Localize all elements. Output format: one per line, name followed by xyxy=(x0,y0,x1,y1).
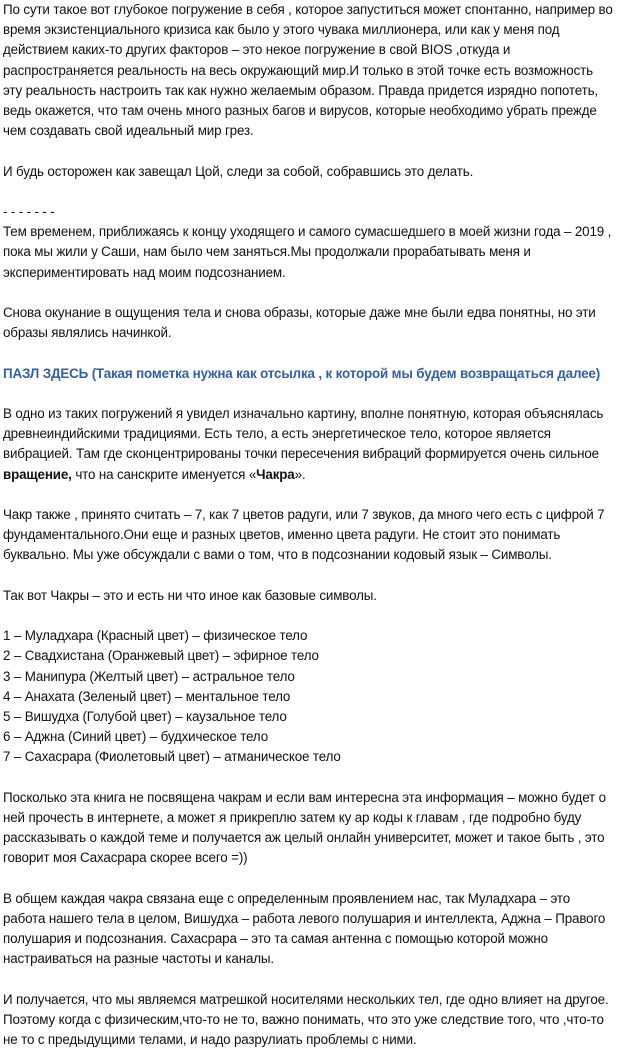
paragraph-chakra-intro xyxy=(3,404,615,485)
list-item: 1 – Муладхара (Красный цвет) – физическое тело xyxy=(3,628,308,644)
list-item: 5 – Вишудха (Голубой цвет) – каузальное тело xyxy=(3,708,287,724)
paragraph-matryoshka: И получается, что мы являемся матрешкой носителями нескольких тел, где одно влияет на другое. Поэтому когда с физическим,что-то не то, важно понимать, что это уже следствие того, что ,что-то не то с предыдущими телами, и надо разрулиать проблемы с ними. xyxy=(3,991,609,1048)
list-item: 3 – Манипура (Желтый цвет) – астральное тело xyxy=(3,668,295,684)
puzzle-heading: ПАЗЛ ЗДЕСЬ (Такая пометка нужна как отсылка , к которой мы будем возвращаться далее) xyxy=(3,365,601,381)
list-item: 4 – Анахата (Зеленый цвет) – ментальное тело xyxy=(3,688,291,704)
chakra-intro-text-b: что на санскрите именуется « xyxy=(71,466,257,482)
paragraph-base-symbols: Так вот Чакры – это и есть ни что иное как базовые символы. xyxy=(3,587,377,603)
paragraph-immersion: Снова окунание в ощущения тела и снова образы, которые даже мне были едва понятны, но эти образы являлись начинкой. xyxy=(3,305,596,341)
chakra-bold: Чакра xyxy=(256,466,295,482)
list-item: 7 – Сахасрара (Фиолетовый цвет) – атманическое тело xyxy=(3,749,341,765)
paragraph-2019: Тем временем, приближаясь к концу уходящего и самого сумасшедшего в моей жизни года – 2019 , пока мы жили у Саши, нам было чем заняться.Мы продолжали прорабатывать меня и экспериментировать над моим подсознанием. xyxy=(3,224,612,280)
paragraph-seven: Чакр также , принято считать – 7, как 7 цветов радуги, или 7 звуков, да много чего есть с цифрой 7 фундаментального.Они еще и разных цветов, именно цвета радуги. Не стоит это понимать буквально. Мы уже обсуждали с вами о том, что в подсознании кодовый язык – Символы. xyxy=(3,506,605,563)
paragraph-intro: По сути такое вот глубокое погружение в себя , которое запуститься может спонтанно, например во время экзистенциального кризиса как было у этого чувака миллионера, или как у меня под действием каких-то других факторов – это некое погружение в свой BIOS ,откуда и распространяется реальность на весь окружающий мир.И только в этой точке есть возможность эту реальность настроить так как нужно желаемым образом. Правда придется изрядно попотеть, ведь окажется, что там очень много разных багов и вирусов, которые необходимо убрать прежде чем создавать свой идеальный мир грез. xyxy=(3,2,613,139)
paragraph-book-note: Посколько эта книга не посвящена чакрам и если вам интересна эта информация – можно будет о ней прочесть в интернете, а может я прикреплю затем ку ар коды к главам , где подробно буду рассказывать о каждой теме и получается аж целый онлайн университет, может и такое быть , это говорит моя Сахасрара скорее всего =)) xyxy=(3,789,606,866)
rotation-bold: вращение, xyxy=(3,466,72,482)
list-item: 2 – Свадхистана (Оранжевый цвет) – эфирное тело xyxy=(3,648,319,664)
chakra-intro-text-a: В одно из таких погружений я увидел изначально картину, вполне понятную, которая объяснялась древнеиндийскими традициями. Есть тело, а есть энергетическое тело, которое является вибрацией. Там где сконцентрированы точки пересечения вибраций формируется очень сильное xyxy=(3,405,604,462)
list-item: 6 – Аджна (Синий цвет) – будхическое тело xyxy=(3,729,269,745)
chakra-list xyxy=(3,626,615,767)
chakra-intro-text-c: ». xyxy=(294,466,306,482)
paragraph-chakra-roles: В общем каждая чакра связана еще с определенным проявлением нас, так Муладхара – это работа нашего тела в целом, Вишудха – работа левого полушария и интеллекта, Аджна – Правого полушария и подсознания. Сахасрара – это та самая антенна с помощью которой можно настраиваться на разные частоты и каналы. xyxy=(3,890,606,967)
paragraph-tsoi: И будь осторожен как завещал Цой, следи за собой, собравшись это делать. xyxy=(3,163,474,179)
separator: - - - - - - - xyxy=(3,204,55,219)
